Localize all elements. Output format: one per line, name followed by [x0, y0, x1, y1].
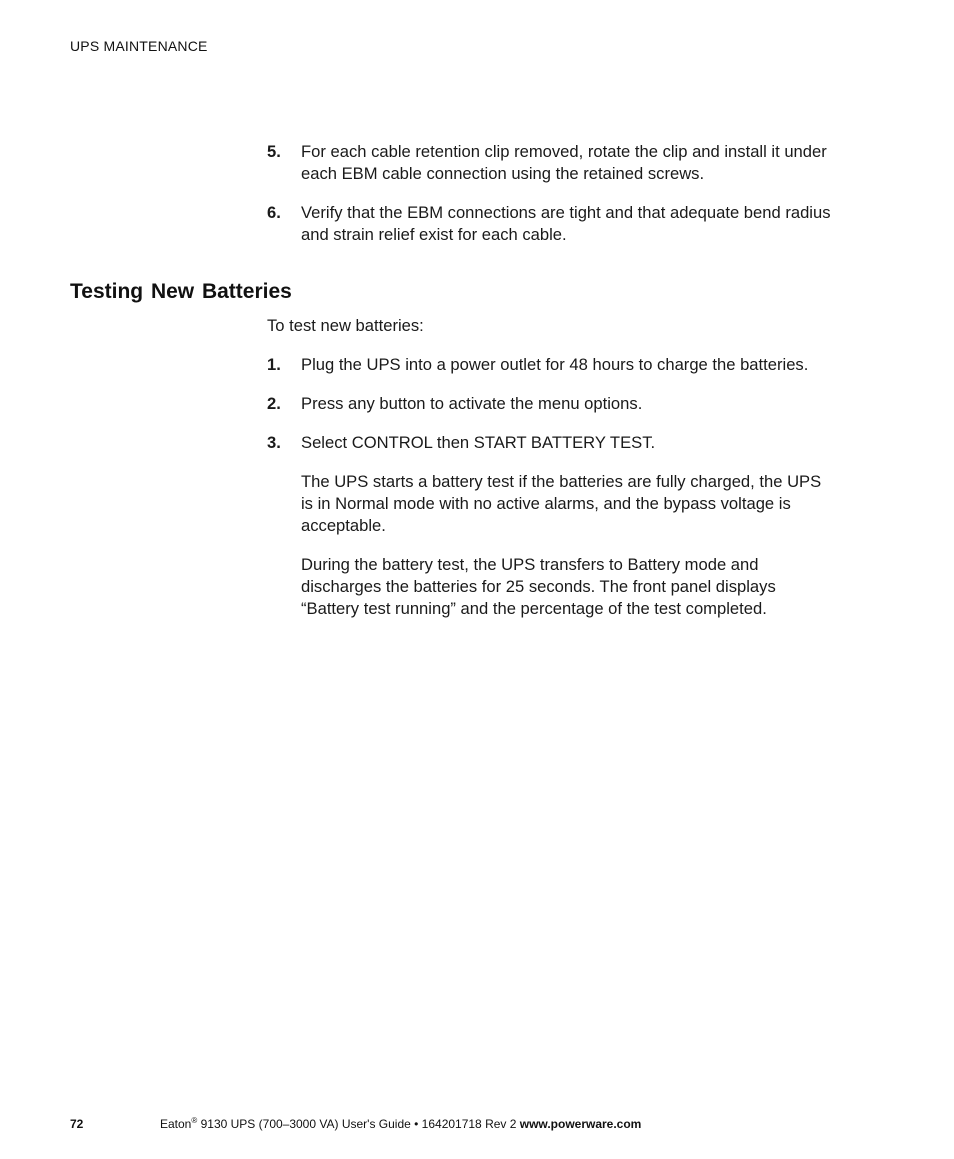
footer-url: www.powerware.com: [519, 1117, 642, 1131]
battery-test-section: [267, 315, 832, 620]
step-5: [267, 141, 832, 185]
step-number: 6.: [267, 203, 281, 222]
section-intro: To test new batteries:: [267, 316, 424, 335]
step-text: Select CONTROL then START BATTERY TEST.: [301, 433, 656, 452]
step-1: [267, 354, 832, 376]
step-2: [267, 393, 832, 415]
footer-meta: [160, 1117, 641, 1131]
step-text: Press any button to activate the menu options.: [301, 394, 643, 413]
step-3: [267, 432, 832, 454]
top-steps: [267, 141, 832, 246]
section-heading: Testing New Batteries: [70, 280, 292, 303]
step-6: [267, 202, 832, 246]
footer-guide: 9130 UPS (700–3000 VA) User's Guide • 164201718 Rev 2: [200, 1117, 517, 1131]
step-text: Plug the UPS into a power outlet for 48 hours to charge the batteries.: [301, 355, 809, 374]
step-3-note: During the battery test, the UPS transfers to Battery mode and discharges the batteries for 25 seconds. The front panel displays “Battery test running” and the percentage of the test completed.: [301, 555, 776, 618]
step-number: 2.: [267, 394, 281, 413]
step-number: 1.: [267, 355, 281, 374]
step-number: 5.: [267, 142, 281, 161]
running-head: UPS MAINTENANCE: [70, 38, 208, 54]
step-text: For each cable retention clip removed, rotate the clip and install it under each EBM cable connection using the retained screws.: [301, 142, 827, 183]
step-3-note: The UPS starts a battery test if the batteries are fully charged, the UPS is in Normal mode with no active alarms, and the bypass voltage is acceptable.: [301, 472, 822, 535]
registered-mark: ®: [191, 1116, 198, 1125]
step-number: 3.: [267, 433, 281, 452]
footer-brand: Eaton: [160, 1117, 192, 1131]
page-number: 72: [70, 1117, 84, 1131]
step-text: Verify that the EBM connections are tight and that adequate bend radius and strain relief exist for each cable.: [301, 203, 831, 244]
